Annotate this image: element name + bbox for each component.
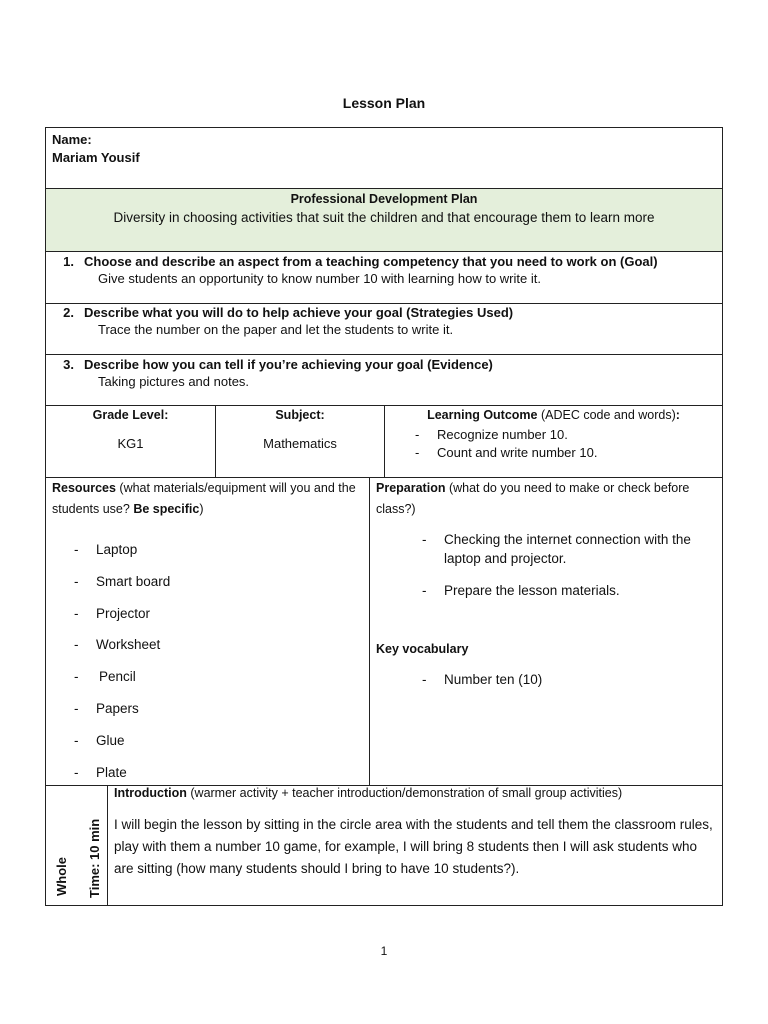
item-answer: Taking pictures and notes. <box>98 374 250 389</box>
page-title: Lesson Plan <box>342 95 426 111</box>
preparation-list <box>420 530 716 600</box>
list-item: - Count and write number 10. <box>413 444 722 462</box>
preparation-label-detail: (what do you need to make or check before class?) <box>376 481 690 516</box>
resources-label: Resources <box>52 481 116 495</box>
vocabulary-label: Key vocabulary <box>376 642 469 656</box>
resources-label-detail: (what materials/equipment will you and the students use? <box>52 481 356 516</box>
resources-label-emphasis: Be specific <box>133 502 200 516</box>
introduction-label-detail: (warmer activity + teacher introduction/demonstration of small group activities) <box>186 786 623 800</box>
grade-cell <box>46 408 215 476</box>
item-number: 3. <box>63 357 74 372</box>
list-item: - Laptop <box>72 534 362 566</box>
item-answer: Give students an opportunity to know number 10 with learning how to write it. <box>98 271 541 286</box>
introduction-label: Introduction <box>114 786 187 800</box>
list-item: - Plate <box>72 757 362 789</box>
resources-cell <box>52 478 362 784</box>
strategies-item <box>46 305 722 353</box>
list-item: - Recognize number 10. <box>413 426 722 444</box>
grade-value: KG1 <box>117 436 144 451</box>
pdp-heading: Professional Development Plan <box>290 192 478 206</box>
pdp-cell <box>46 189 722 251</box>
list-item: - Smart board <box>72 566 362 598</box>
vocabulary-list <box>420 672 716 687</box>
introduction-text: I will begin the lesson by sitting in the circle area with the students and tell them the classroom rules, play with them a number 10 game, for example, I will bring 8 students then I will ask students who are sitting (how many students should I bring to have 10 students?). <box>114 817 713 876</box>
subject-value: Mathematics <box>263 436 337 451</box>
item-title: Describe how you can tell if you’re achieving your goal (Evidence) <box>84 357 493 372</box>
subject-label: Subject: <box>275 408 325 422</box>
evidence-item <box>46 357 722 405</box>
name-cell <box>52 132 712 186</box>
preparation-label: Preparation <box>376 481 446 495</box>
resources-list <box>72 534 362 788</box>
outcome-label: Learning Outcome <box>427 408 538 422</box>
whole-label: Whole <box>54 857 69 896</box>
list-item: - Papers <box>72 693 362 725</box>
goal-item <box>46 254 722 302</box>
item-title: Choose and describe an aspect from a teaching competency that you need to work on (Goal) <box>84 254 658 269</box>
grade-label: Grade Level: <box>92 408 169 422</box>
preparation-cell <box>376 478 716 784</box>
list-item: - Worksheet <box>72 629 362 661</box>
list-item: - Pencil <box>72 661 362 693</box>
outcome-label-colon: : <box>675 408 680 422</box>
list-item: - Prepare the lesson materials. <box>420 581 716 600</box>
outcome-cell <box>385 408 722 476</box>
subject-cell <box>216 408 384 476</box>
list-item: - Number ten (10) <box>420 672 716 687</box>
list-item: - Checking the internet connection with the laptop and projector. <box>420 530 716 568</box>
item-number: 1. <box>63 254 74 269</box>
outcome-list <box>413 426 722 462</box>
item-answer: Trace the number on the paper and let the students to write it. <box>98 322 454 337</box>
list-item: - Projector <box>72 598 362 630</box>
page-number: 1 <box>380 944 388 958</box>
item-title: Describe what you will do to help achieve your goal (Strategies Used) <box>84 305 514 320</box>
name-label: Name: <box>52 132 92 147</box>
lesson-plan-table <box>45 127 723 906</box>
item-number: 2. <box>63 305 74 320</box>
introduction-cell <box>114 786 716 904</box>
outcome-label-detail: (ADEC code and words) <box>537 408 676 422</box>
list-item: - Glue <box>72 725 362 757</box>
pdp-text: Diversity in choosing activities that suit the children and that encourage them to learn more <box>113 210 655 225</box>
name-value: Mariam Yousif <box>52 150 140 165</box>
time-label: Time: 10 min <box>87 818 102 898</box>
resources-label-end: ) <box>199 502 204 516</box>
